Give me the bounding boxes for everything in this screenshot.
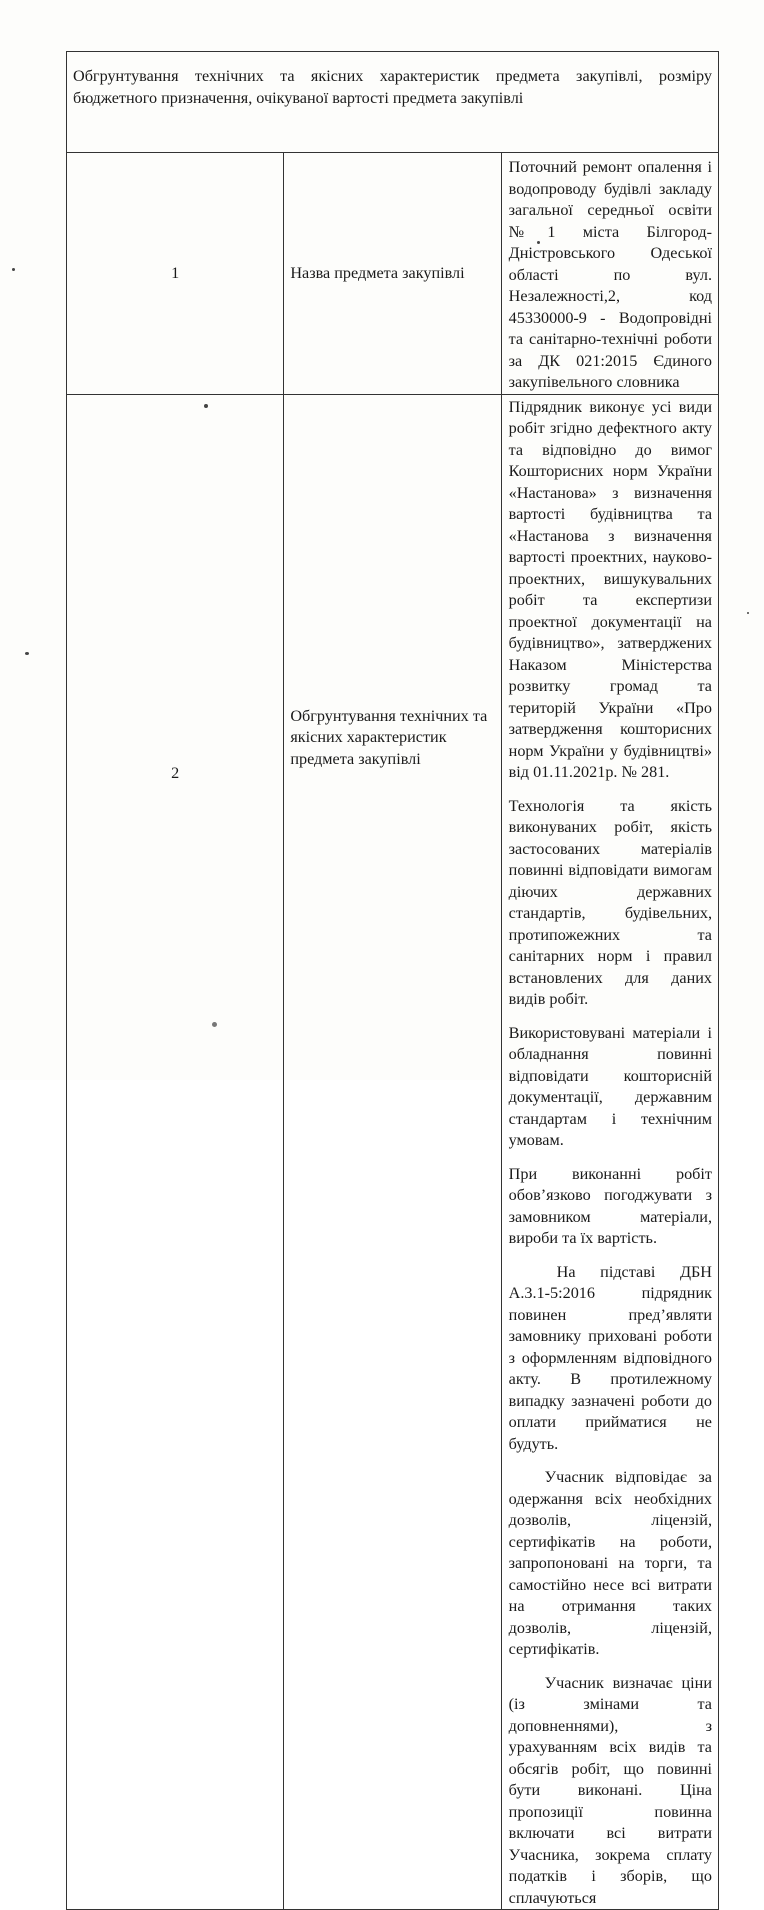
row-description: Поточний ремонт опалення і водопроводу будівлі закладу загальної середньої освіти №1 міста Білгород-Дністровського Одеської області по вул. Незалежності,2, код 45330000-9 - Водопровідні та санітарно-технічні роботи за ДК 021:2015 Єдиного закупівельного словника [501,153,718,395]
paragraph: При виконанні робіт обов’язково погоджувати з замовником матеріали, вироби та їх вартість. [508,1164,712,1247]
scan-speck [747,612,749,614]
table-heading: Обгрунтування технічних та якісних характеристик предмета закупівлі, розміру бюджетного призначення, очікуваної вартості предмета закупівлі [73,67,712,107]
row-number: 2 [67,394,284,1910]
paragraph: Підрядник виконує усі види робіт згідно дефектного акту та відповідно до вимог Кошторисних норм України «Настанова» з визначення вартості будівництва та «Настанова з визначення вартості проектних, науково-проектних, вишукувальних робіт та експертизи проектної документації на будівництво», затверджених Наказом Міністерства розвитку громад та територій України «Про затвердження кошторисних норм України у будівництві» від 01.11.2021р. № 281. [508,397,712,781]
paragraph: Учасник визначає ціни (із змінами та доповненнями), з урахуванням всіх видів та обсягів робіт, що повинні бути виконані. Ціна пропозиції повинна включати всі витрати Учасника, зокрема сплату податків і зборів, що сплачуються [508,1673,712,1907]
paragraph: На підставі ДБН А.3.1-5:2016 підрядник повинен пред’являти замовнику приховані роботи з оформленням відповідного акту. В протилежному випадку зазначені роботи до оплати прийматися не будуть. [508,1262,712,1453]
paragraph: Учасник відповідає за одержання всіх необхідних дозволів, ліцензій, сертифікатів на роботи, запропоновані на торги, та самостійно несе всі витрати на отримання таких дозволів, ліцензій, сертифікатів. [508,1468,712,1658]
table-row [67,153,719,395]
table-row [67,394,719,1910]
table-heading-cell [67,52,719,153]
paragraph: Технологія та якість виконуваних робіт, якість застосованих матеріалів повинні відповідати вимогам діючих державних стандартів, будівельних, протипожежних та санітарних норм і правил встановлених для даних видів робіт. [508,796,712,1008]
scan-speck [212,1022,217,1027]
row-name: Назва предмета закупівлі [284,153,501,395]
scan-speck [25,652,29,655]
scan-speck [204,404,208,408]
paragraph: Використовувані матеріали і обладнання повинні відповідати кошторисній документації, державним стандартам і технічним умовам. [508,1023,712,1149]
scan-speck [12,268,15,271]
row-number: 1 [67,153,284,395]
row-name: Обгрунтування технічних та якісних характеристик предмета закупівлі [284,394,501,1910]
table-heading-row [67,52,719,153]
row-description [501,394,718,1910]
requirements-table [66,51,719,1910]
scan-speck [537,241,540,244]
